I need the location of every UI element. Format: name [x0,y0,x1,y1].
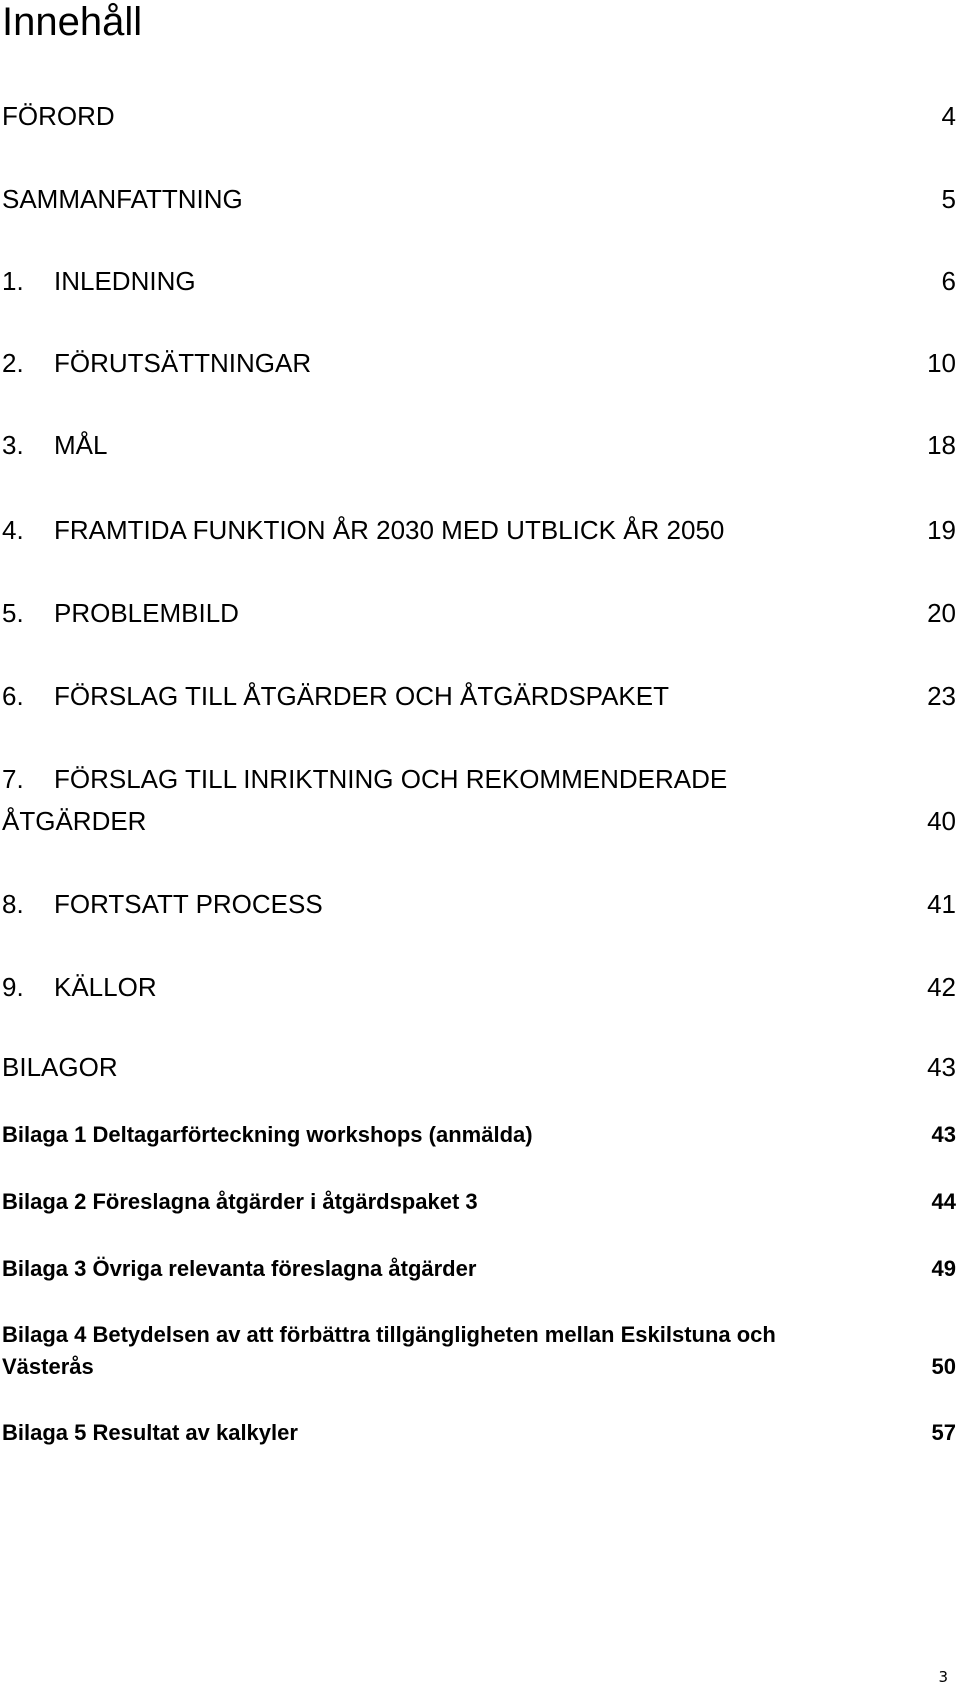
toc-entry-page: 49 [931,1256,956,1281]
toc-entry-page: 5 [941,184,956,214]
toc-entry-title: FÖRSLAG TILL INRIKTNING OCH REKOMMENDERADE [54,764,728,794]
toc-entry-number: 5. [2,598,24,628]
toc-entry-number: 6. [2,681,24,711]
toc-entry-title: FÖRUTSÄTTNINGAR [54,348,312,378]
toc-entry-page: 50 [931,1354,956,1379]
toc-entry-page: 42 [927,972,956,1002]
toc-entry-title-line2: Västerås [2,1354,94,1379]
toc-entry-page: 6 [941,266,956,296]
toc-entry-page: 43 [927,1052,956,1082]
toc-entry-title: SAMMANFATTNING [2,184,243,214]
toc-entry-title: Bilaga 4 Betydelsen av att förbättra tillgängligheten mellan Eskilstuna och [2,1322,776,1347]
toc-entry-number: 8. [2,889,24,919]
toc-entry-title: Bilaga 2 Föreslagna åtgärder i åtgärdspaket 3 [2,1189,478,1214]
toc-entry-title-line2: ÅTGÄRDER [2,806,147,836]
page-number: 3 [938,1668,948,1686]
toc-entry-title: Bilaga 1 Deltagarförteckning workshops (anmälda) [2,1122,533,1147]
toc-entry-title: FÖRSLAG TILL ÅTGÄRDER OCH ÅTGÄRDSPAKET [54,681,669,711]
toc-entry-page: 4 [941,101,956,131]
toc-entry-page: 43 [931,1122,956,1147]
toc-entry-page: 10 [927,348,956,378]
toc-entry-title: FORTSATT PROCESS [54,889,323,919]
toc-entry-number: 1. [2,266,24,296]
page-title: Innehåll [2,0,143,44]
toc-entry-page: 44 [931,1189,956,1214]
toc-entry-page: 41 [927,889,956,919]
toc-entry-title: FRAMTIDA FUNKTION ÅR 2030 MED UTBLICK ÅR 2050 [54,515,725,545]
toc-entry-title: Bilaga 3 Övriga relevanta föreslagna åtgärder [2,1256,477,1281]
toc-entry-number: 3. [2,430,24,460]
toc-entry-page: 18 [927,430,956,460]
toc-entry-title: FÖRORD [2,101,115,131]
toc-entry-title: INLEDNING [54,266,196,296]
toc-entry-title: Bilaga 5 Resultat av kalkyler [2,1420,298,1445]
toc-entry-number: 7. [2,764,24,794]
toc-entry-page: 20 [927,598,956,628]
toc-entry-number: 4. [2,515,24,545]
toc-entry-page: 23 [927,681,956,711]
toc-entry-page: 19 [927,515,956,545]
toc-entry-title: PROBLEMBILD [54,598,239,628]
toc-entry-number: 2. [2,348,24,378]
toc-entry-title: KÄLLOR [54,972,157,1002]
toc-entry-page: 57 [931,1420,956,1445]
toc-entry-number: 9. [2,972,24,1002]
toc-entry-page: 40 [927,806,956,836]
toc-entry-title: BILAGOR [2,1052,118,1082]
toc-entry-title: MÅL [54,430,108,460]
